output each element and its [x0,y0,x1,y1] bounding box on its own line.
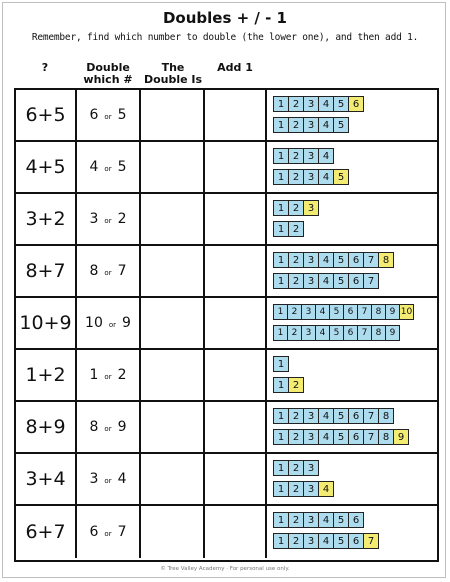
add-one-answer-blank[interactable] [205,350,267,400]
number-block: 4 [318,273,334,289]
number-block: 2 [288,512,304,528]
problem-cell: 6+5 [16,90,77,140]
add-one-answer-blank[interactable] [205,246,267,296]
block-bar-top [273,96,363,112]
number-block: 3 [303,512,319,528]
table-row [16,194,437,246]
which-number-cell [77,246,141,296]
block-bar-top [273,252,393,268]
option-b: 9 [117,419,127,435]
number-block: 2 [288,96,304,112]
problem-cell: 4+5 [16,142,77,192]
number-block: 1 [273,304,288,320]
option-b: 2 [117,367,127,383]
table-row [16,246,437,298]
number-block: 2 [288,169,304,185]
double-answer-blank[interactable] [141,350,205,400]
number-block: 6 [348,512,364,528]
number-block: 5 [333,512,349,528]
option-a: 4 [89,159,99,175]
number-block: 2 [288,460,304,476]
number-block: 1 [273,533,289,549]
problem-cell: 3+4 [16,454,77,504]
counting-blocks [267,246,437,296]
number-block: 4 [315,304,330,320]
or-label: or [104,165,112,173]
option-b: 7 [117,263,127,279]
number-block: 3 [303,273,319,289]
option-b: 7 [117,524,127,540]
option-b: 4 [117,471,127,487]
counting-blocks [267,350,437,400]
column-header-double: The Double Is [143,61,203,86]
number-block: 5 [333,273,349,289]
number-block: 3 [301,304,316,320]
number-block: 5 [333,117,349,133]
number-block: 7 [357,304,372,320]
number-block: 2 [288,200,304,216]
number-block: 7 [363,429,379,445]
which-number-cell [77,194,141,244]
block-bar-top [273,408,393,424]
number-block: 1 [273,169,289,185]
number-block: 8 [378,429,394,445]
number-block: 7 [363,252,379,268]
problem-cell: 6+7 [16,506,77,558]
number-block: 3 [301,325,316,341]
add-one-answer-blank[interactable] [205,298,267,348]
number-block: 8 [378,408,394,424]
problem-cell: 10+9 [16,298,77,348]
add-one-answer-blank[interactable] [205,402,267,452]
worksheet-table [14,88,439,562]
block-bar-top [273,512,363,528]
option-b: 2 [117,211,127,227]
number-block: 3 [303,481,319,497]
which-number-cell [77,506,141,558]
block-bar-bottom [273,169,348,185]
add-one-answer-blank[interactable] [205,454,267,504]
table-row [16,90,437,142]
number-block: 1 [273,96,289,112]
block-bar-top [273,200,318,216]
number-block: 3 [303,252,319,268]
table-row [16,454,437,506]
option-a: 6 [89,107,99,123]
or-label: or [104,217,112,225]
block-bar-top [273,356,288,372]
number-block: 7 [363,273,379,289]
counting-blocks [267,298,437,348]
number-block: 8 [371,304,386,320]
number-block: 2 [288,117,304,133]
worksheet-title: Doubles + / - 1 [162,9,287,27]
number-block: 1 [273,408,289,424]
block-bar-bottom [273,117,348,133]
number-block: 4 [318,117,334,133]
counting-blocks [267,194,437,244]
number-block: 6 [348,252,364,268]
double-answer-blank[interactable] [141,246,205,296]
option-a: 8 [89,419,99,435]
number-block: 2 [288,481,304,497]
counting-blocks [267,506,437,558]
number-block: 4 [318,252,334,268]
number-block: 1 [273,117,289,133]
number-block: 2 [288,429,304,445]
extra-block: 7 [363,533,379,549]
or-label: or [104,425,112,433]
block-bar-bottom [273,325,399,341]
number-block: 4 [318,533,334,549]
which-number-cell [77,298,141,348]
which-number-cell [77,350,141,400]
number-block: 5 [333,429,349,445]
number-block: 9 [385,325,400,341]
block-bar-bottom [273,533,378,549]
option-b: 9 [122,315,131,331]
number-block: 6 [348,429,364,445]
table-row [16,298,437,350]
option-a: 3 [89,471,99,487]
number-block: 5 [329,325,344,341]
worksheet-instructions: Remember, find which number to double (the lower one), and then add 1. [31,32,419,43]
extra-block: 10 [399,304,414,320]
number-block: 2 [287,304,302,320]
number-block: 1 [273,356,289,372]
extra-block: 5 [333,169,349,185]
number-block: 5 [333,96,349,112]
number-block: 1 [273,200,289,216]
number-block: 2 [288,533,304,549]
double-answer-blank[interactable] [141,506,205,558]
block-bar-bottom [273,481,333,497]
option-a: 3 [89,211,99,227]
number-block: 6 [348,273,364,289]
number-block: 5 [333,252,349,268]
option-b: 5 [117,159,127,175]
double-answer-blank[interactable] [141,194,205,244]
number-block: 3 [303,408,319,424]
number-block: 2 [288,273,304,289]
add-one-answer-blank[interactable] [205,90,267,140]
number-block: 3 [303,148,319,164]
number-block: 3 [303,533,319,549]
extra-block: 2 [288,377,304,393]
or-label: or [108,321,117,329]
number-block: 1 [273,273,289,289]
number-block: 1 [273,221,289,237]
add-one-answer-blank[interactable] [205,194,267,244]
number-block: 7 [363,408,379,424]
number-block: 6 [348,408,364,424]
table-row [16,142,437,194]
problem-cell: 1+2 [16,350,77,400]
number-block: 5 [333,408,349,424]
which-number-cell [77,142,141,192]
number-block: 1 [273,252,289,268]
number-block: 6 [343,304,358,320]
block-bar-bottom [273,377,303,393]
double-answer-blank[interactable] [141,454,205,504]
number-block: 1 [273,512,289,528]
number-block: 3 [303,169,319,185]
double-answer-blank[interactable] [141,402,205,452]
extra-block: 9 [393,429,409,445]
block-bar-bottom [273,429,408,445]
table-row [16,350,437,402]
number-block: 2 [288,148,304,164]
problem-cell: 8+7 [16,246,77,296]
number-block: 4 [318,408,334,424]
or-label: or [104,269,112,277]
number-block: 2 [288,221,304,237]
or-label: or [104,113,112,121]
option-a: 10 [85,315,103,331]
option-b: 5 [117,107,127,123]
double-answer-blank[interactable] [141,90,205,140]
number-block: 2 [287,325,302,341]
column-header-which: Double which # [83,61,133,86]
number-block: 2 [288,408,304,424]
number-block: 4 [318,512,334,528]
column-header-add: Add 1 [217,61,253,74]
number-block: 3 [303,429,319,445]
add-one-answer-blank[interactable] [205,506,267,558]
extra-block: 4 [318,481,334,497]
or-label: or [104,373,112,381]
or-label: or [104,530,112,538]
number-block: 5 [329,304,344,320]
which-number-cell [77,402,141,452]
problem-cell: 3+2 [16,194,77,244]
add-one-answer-blank[interactable] [205,142,267,192]
number-block: 1 [273,481,289,497]
number-block: 3 [303,460,319,476]
which-number-cell [77,454,141,504]
number-block: 1 [273,148,289,164]
number-block: 8 [371,325,386,341]
number-block: 1 [273,460,289,476]
footer-credit: © Tree Valley Academy · For personal use only. [160,566,290,572]
table-row [16,506,437,558]
number-block: 9 [385,304,400,320]
block-bar-top [273,148,333,164]
number-block: 3 [303,96,319,112]
or-label: or [104,477,112,485]
number-block: 1 [273,429,289,445]
extra-block: 8 [378,252,394,268]
option-a: 6 [89,524,99,540]
double-answer-blank[interactable] [141,298,205,348]
double-answer-blank[interactable] [141,142,205,192]
number-block: 7 [357,325,372,341]
column-header-problem: ? [41,61,49,74]
number-block: 1 [273,377,289,393]
counting-blocks [267,402,437,452]
number-block: 1 [273,325,288,341]
block-bar-top [273,460,318,476]
extra-block: 6 [348,96,364,112]
number-block: 4 [318,429,334,445]
number-block: 5 [333,533,349,549]
counting-blocks [267,454,437,504]
block-bar-bottom [273,273,378,289]
number-block: 4 [318,96,334,112]
number-block: 4 [315,325,330,341]
table-row [16,402,437,454]
number-block: 2 [288,252,304,268]
counting-blocks [267,142,437,192]
problem-cell: 8+9 [16,402,77,452]
which-number-cell [77,90,141,140]
option-a: 8 [89,263,99,279]
number-block: 4 [318,148,334,164]
number-block: 6 [348,533,364,549]
extra-block: 3 [303,200,319,216]
number-block: 6 [343,325,358,341]
number-block: 3 [303,117,319,133]
block-bar-bottom [273,221,303,237]
option-a: 1 [89,367,99,383]
number-block: 4 [318,169,334,185]
block-bar-top [273,304,413,320]
counting-blocks [267,90,437,140]
